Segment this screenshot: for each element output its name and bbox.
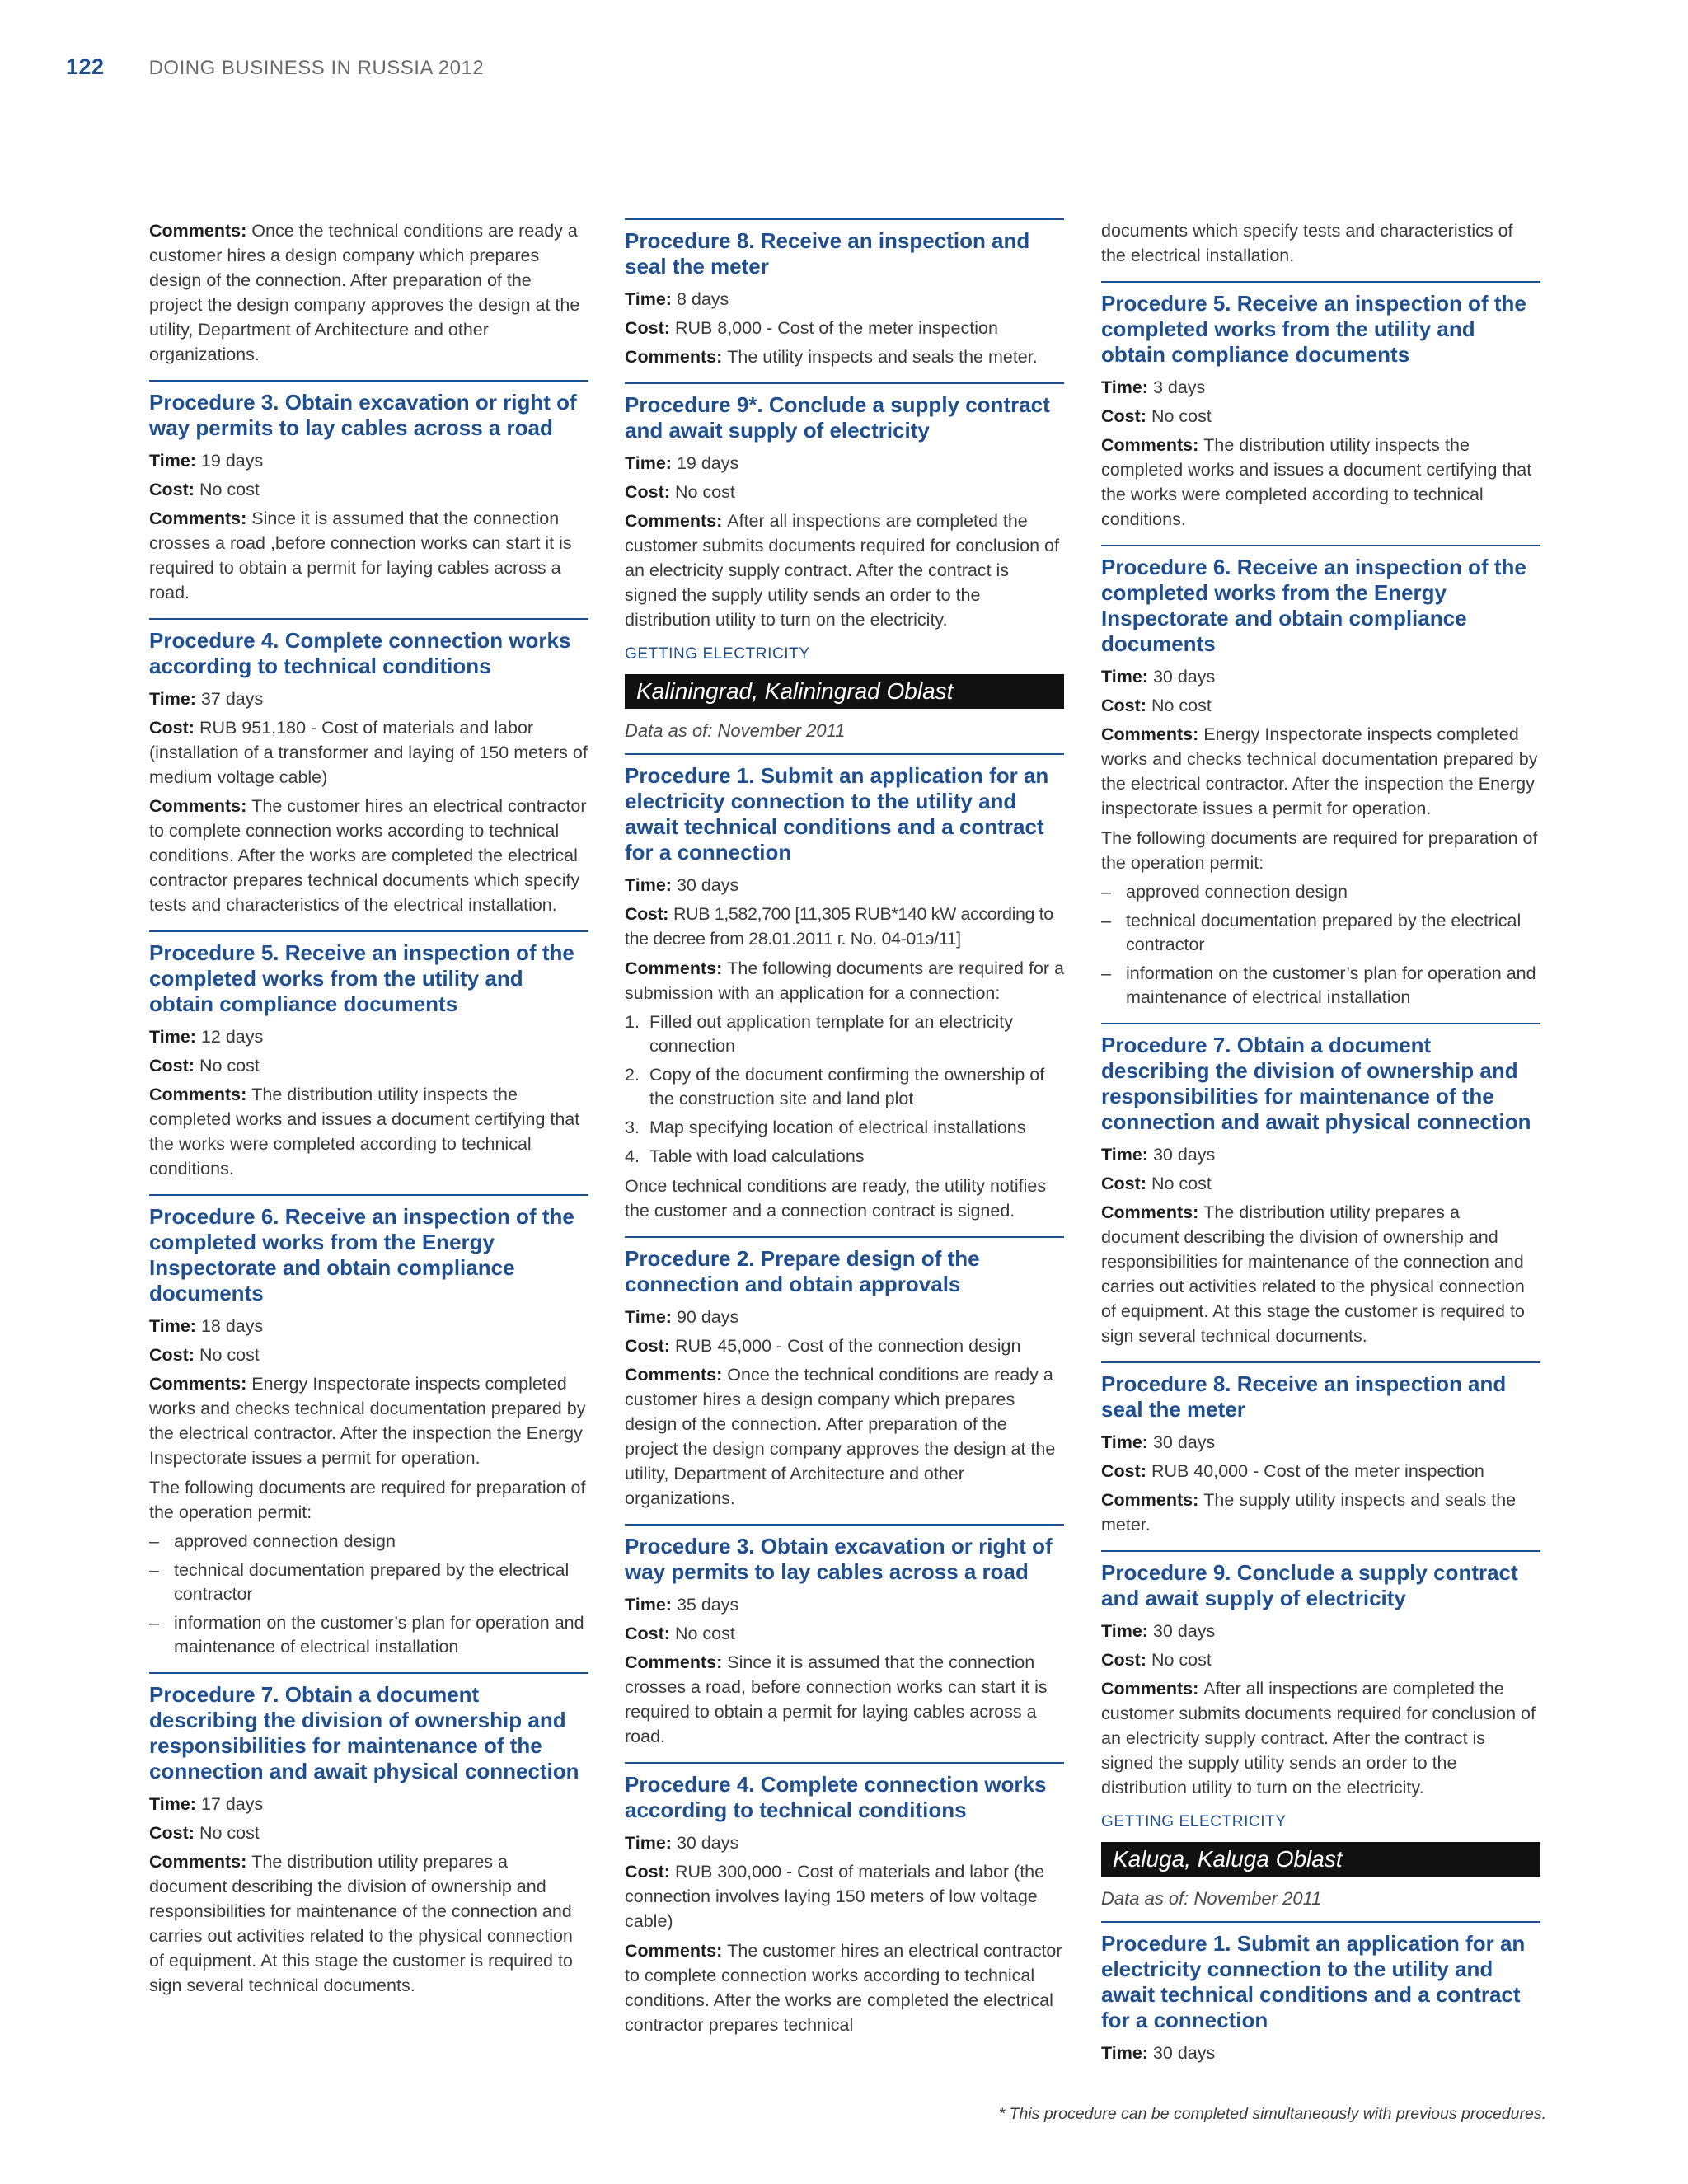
cost-label: Cost:	[1101, 1461, 1146, 1481]
time-label: Time:	[625, 875, 672, 895]
cost-value: RUB 300,000 - Cost of materials and labor (the connection involves laying 150 meters of low voltage cable)	[625, 1862, 1045, 1931]
time-value: 30 days	[1152, 667, 1216, 687]
time-value: 30 days	[676, 875, 739, 895]
comments	[149, 1849, 588, 1998]
time-value: 17 days	[200, 1794, 264, 1814]
procedure-title: Procedure 8. Receive an inspection and seal the meter	[1101, 1371, 1507, 1422]
time-label: Time:	[1101, 1621, 1148, 1641]
procedure-5	[1101, 281, 1540, 532]
procedure-title: Procedure 3. Obtain excavation or right of way permits to lay cables across a road	[625, 1534, 1053, 1584]
procedure-8	[625, 218, 1064, 369]
time-value: 30 days	[1152, 1621, 1216, 1641]
cost-row	[1101, 693, 1540, 718]
city-title-bar: Kaluga, Kaluga Oblast	[1101, 1842, 1540, 1877]
comments	[149, 218, 588, 367]
time-row	[625, 873, 1064, 898]
list-item-text: Table with load calculations	[649, 1146, 865, 1166]
cost-row	[625, 902, 1064, 951]
list-item	[625, 1010, 1064, 1058]
list-item-text: Filled out application template for an electricity connection	[649, 1012, 1013, 1056]
list-item-text: technical documentation prepared by the electrical contractor	[174, 1560, 570, 1604]
comments-label: Comments:	[1101, 435, 1199, 455]
cost-row	[1101, 1459, 1540, 1483]
time-value: 8 days	[676, 289, 729, 309]
comments-label: Comments:	[149, 221, 247, 241]
comments-text: The following documents are required for a submission with an application for a connection:	[625, 958, 1064, 1003]
dash-bullet: –	[149, 1613, 159, 1633]
time-value: 30 days	[1152, 1432, 1216, 1452]
time-label: Time:	[625, 453, 672, 473]
cost-row	[1101, 1647, 1540, 1672]
comments-label: Comments:	[1101, 1202, 1199, 1222]
cost-value: RUB 951,180 - Cost of materials and labor (installation of a transformer and laying of 150 meters of medium voltage cable)	[149, 718, 588, 787]
cost-value: No cost	[199, 480, 260, 499]
cost-row	[149, 477, 588, 502]
comments-label: Comments:	[625, 958, 723, 978]
cost-label: Cost:	[625, 904, 668, 924]
cost-row	[149, 1821, 588, 1845]
time-label: Time:	[625, 289, 672, 309]
comments	[149, 1371, 588, 1470]
data-date: Data as of: November 2011	[625, 720, 846, 741]
comments	[1101, 722, 1540, 821]
procedure-title: Procedure 8. Receive an inspection and seal the meter	[625, 228, 1030, 279]
dash-bullet: –	[149, 1560, 159, 1580]
time-row	[1101, 1142, 1540, 1167]
comments	[625, 509, 1064, 632]
list-item-text: approved connection design	[1126, 882, 1348, 902]
time-value: 12 days	[200, 1027, 264, 1047]
procedure-title: Procedure 4. Complete connection works according to technical conditions	[625, 1772, 1047, 1822]
cost-row	[1101, 404, 1540, 429]
time-row	[1101, 375, 1540, 400]
procedure-6	[149, 1194, 588, 1659]
procedure-4	[149, 618, 588, 917]
comments-text: Energy Inspectorate inspects completed works and checks technical documentation prepared by the electrical contractor. After the inspection the Energy inspectorate issues a permit for operation.	[1101, 724, 1538, 818]
dash-bullet: –	[1101, 911, 1111, 930]
procedure-title: Procedure 7. Obtain a document describing the division of ownership and responsibilities for maintenance of the connection and await physical connection	[1101, 1033, 1531, 1134]
cost-value: No cost	[199, 1823, 260, 1843]
list-item-text: information on the customer’s plan for operation and maintenance of electrical installation	[174, 1613, 584, 1657]
procedure-9	[1101, 1550, 1540, 1800]
procedure-8	[1101, 1361, 1540, 1537]
procedure-title: Procedure 2. Prepare design of the connection and obtain approvals	[625, 1246, 980, 1296]
procedure-3	[149, 380, 588, 605]
cost-label: Cost:	[1101, 1650, 1146, 1670]
cost-value: No cost	[199, 1056, 260, 1076]
cost-label: Cost:	[1101, 696, 1146, 715]
time-label: Time:	[1101, 1432, 1148, 1452]
time-value: 37 days	[200, 689, 264, 709]
time-row	[625, 287, 1064, 312]
cost-value: RUB 45,000 - Cost of the connection design	[674, 1336, 1021, 1356]
time-row	[625, 1830, 1064, 1855]
procedure-title: Procedure 6. Receive an inspection of the completed works from the Energy Inspectorate and obtain compliance documents	[1101, 555, 1526, 656]
comments-label: Comments:	[149, 509, 247, 528]
list-number: 4.	[625, 1146, 640, 1166]
city-section-kaliningrad	[625, 645, 1064, 742]
time-value: 30 days	[676, 1833, 739, 1853]
comments	[625, 344, 1064, 369]
cost-row	[625, 1333, 1064, 1358]
procedure-5	[149, 930, 588, 1181]
time-row	[625, 1592, 1064, 1617]
procedure-title: Procedure 5. Receive an inspection of the completed works from the utility and obtain compliance documents	[149, 940, 574, 1016]
cost-value: No cost	[1151, 406, 1212, 426]
cost-label: Cost:	[149, 1345, 195, 1365]
procedure-title: Procedure 9. Conclude a supply contract and await supply of electricity	[1101, 1560, 1518, 1610]
documents-list	[149, 1530, 588, 1659]
comments-label: Comments:	[149, 1085, 247, 1104]
comments-text: The distribution utility inspects the completed works and issues a document certifying that the works were completed according to technical conditions.	[1101, 435, 1532, 529]
time-label: Time:	[149, 689, 196, 709]
time-label: Time:	[149, 1316, 196, 1336]
procedure-7	[149, 1672, 588, 1998]
cost-value: RUB 1,582,700 [11,305 RUB*140 kW according to the decree from 28.01.2011 г. No. 04-01э/11]	[625, 904, 1053, 949]
cost-label: Cost:	[1101, 406, 1146, 426]
procedure-title: Procedure 1. Submit an application for an electricity connection to the utility and await technical conditions and a contract for a connection	[1101, 1931, 1526, 2032]
comments-text: After all inspections are completed the customer submits documents required for conclusion of an electricity supply contract. After the contract is signed the supply utility sends an order to the distribution utility to turn on the electricity.	[625, 511, 1059, 630]
comments-label: Comments:	[149, 1852, 247, 1872]
list-item	[149, 1611, 588, 1659]
after-note: Once technical conditions are ready, the utility notifies the customer and a connection contract is signed.	[625, 1176, 1047, 1221]
time-row	[149, 687, 588, 711]
list-item-text: technical documentation prepared by the electrical contractor	[1126, 911, 1522, 954]
comments-text: Once the technical conditions are ready a customer hires a design company which prepares design of the connection. After preparation of the project the design company approves the design at the utility, Department of Architecture and other organizations.	[149, 221, 580, 364]
time-row	[149, 1314, 588, 1338]
comments-text: Since it is assumed that the connection crosses a road, before connection works can start it is required to obtain a permit for laying cables across a road.	[625, 1652, 1048, 1746]
list-item	[1101, 909, 1540, 957]
cost-value: No cost	[1151, 1650, 1212, 1670]
city-title-bar: Kaliningrad, Kaliningrad Oblast	[625, 674, 1064, 709]
time-label: Time:	[149, 1027, 196, 1047]
documents-intro: The following documents are required for preparation of the operation permit:	[1101, 828, 1538, 873]
procedure-1	[1101, 1921, 1540, 2065]
comments-label: Comments:	[625, 511, 723, 531]
procedure-title: Procedure 3. Obtain excavation or right of way permits to lay cables across a road	[149, 390, 577, 440]
footnote: * This procedure can be completed simultaneously with previous procedures.	[998, 2105, 1546, 2123]
comments-label: Comments:	[1101, 1490, 1199, 1510]
cost-value: No cost	[1151, 1174, 1212, 1193]
documents-intro: The following documents are required for preparation of the operation permit:	[149, 1478, 586, 1522]
procedure-3	[625, 1524, 1064, 1749]
cost-value: RUB 40,000 - Cost of the meter inspection	[1151, 1461, 1484, 1481]
time-value: 19 days	[676, 453, 739, 473]
cost-label: Cost:	[625, 1862, 670, 1882]
procedure-title: Procedure 4. Complete connection works according to technical conditions	[149, 628, 571, 678]
cost-value: No cost	[1151, 696, 1212, 715]
cost-label: Cost:	[625, 482, 670, 502]
time-label: Time:	[149, 451, 196, 471]
cost-label: Cost:	[149, 1056, 195, 1076]
comments-text: The distribution utility inspects the completed works and issues a document certifying that the works were completed according to technical conditions.	[149, 1085, 580, 1179]
cost-label: Cost:	[625, 318, 670, 338]
time-value: 30 days	[1152, 2043, 1216, 2063]
time-label: Time:	[625, 1595, 672, 1615]
procedure-2	[625, 1236, 1064, 1511]
cost-row	[149, 1053, 588, 1078]
dash-bullet: –	[149, 1531, 159, 1551]
comments-label: Comments:	[625, 1941, 723, 1961]
list-number: 3.	[625, 1118, 640, 1137]
list-item	[1101, 880, 1540, 904]
procedure-7	[1101, 1023, 1540, 1348]
comments-text: After all inspections are completed the customer submits documents required for conclusion of an electricity supply contract. After the contract is signed the supply utility sends an order to the distribution utility to turn on the electricity.	[1101, 1679, 1536, 1797]
cost-value: No cost	[674, 482, 735, 502]
cost-row	[625, 1621, 1064, 1646]
city-section-kaluga	[1101, 1813, 1540, 1910]
comments	[1101, 1488, 1540, 1537]
cost-value: RUB 8,000 - Cost of the meter inspection	[674, 318, 998, 338]
procedure-title: Procedure 9*. Conclude a supply contract and await supply of electricity	[625, 392, 1050, 443]
continued-text: documents which specify tests and characteristics of the electrical installation.	[1101, 221, 1513, 265]
cost-label: Cost:	[1101, 1174, 1146, 1193]
section-kicker: GETTING ELECTRICITY	[1101, 1813, 1287, 1830]
time-row	[1101, 1430, 1540, 1455]
time-row	[625, 1305, 1064, 1329]
list-item-text: information on the customer’s plan for operation and maintenance of electrical installation	[1126, 963, 1536, 1007]
comments-text: The supply utility inspects and seals the meter.	[1101, 1490, 1517, 1535]
time-row	[1101, 664, 1540, 689]
time-value: 35 days	[676, 1595, 739, 1615]
documents-list	[625, 1010, 1064, 1169]
time-row	[149, 1024, 588, 1049]
comments	[625, 1650, 1064, 1749]
comments-text: The customer hires an electrical contractor to complete connection works according to technical conditions. After the works are completed the electrical contractor prepares technical documents which specify tests and characteristics of the electrical installation.	[149, 796, 587, 915]
documents-list	[1101, 880, 1540, 1010]
dash-bullet: –	[1101, 963, 1111, 983]
time-label: Time:	[625, 1833, 672, 1853]
cost-value: No cost	[199, 1345, 260, 1365]
comments-text: The distribution utility prepares a document describing the division of ownership and responsibilities for maintenance of the connection and carries out activities related to the physical connection of equipment. At this stage the customer is required to sign several technical documents.	[149, 1852, 573, 1995]
comments-text: Energy Inspectorate inspects completed works and checks technical documentation prepared by the electrical contractor. After the inspection the Energy Inspectorate issues a permit for operation.	[149, 1374, 586, 1468]
comments-text: Once the technical conditions are ready a customer hires a design company which prepares design of the connection. After preparation of the project the design company approves the design at the utility, Department of Architecture and other organizations.	[625, 1365, 1056, 1508]
page-number: 122	[66, 54, 105, 79]
comments	[1101, 433, 1540, 532]
cost-label: Cost:	[149, 480, 195, 499]
procedure-4	[625, 1762, 1064, 2037]
time-row	[625, 451, 1064, 476]
procedure-1	[625, 753, 1064, 1223]
time-value: 3 days	[1152, 377, 1206, 397]
comments-label: Comments:	[149, 1374, 247, 1394]
cost-label: Cost:	[149, 1823, 195, 1843]
column-2	[625, 218, 1064, 2050]
time-label: Time:	[149, 1794, 196, 1814]
comments-label: Comments:	[1101, 1679, 1199, 1699]
cost-row	[625, 480, 1064, 504]
list-item	[625, 1063, 1064, 1111]
data-date: Data as of: November 2011	[1101, 1888, 1322, 1909]
procedure-9	[625, 382, 1064, 632]
time-label: Time:	[1101, 667, 1148, 687]
dash-bullet: –	[1101, 882, 1111, 902]
cost-label: Cost:	[149, 718, 195, 738]
list-item	[149, 1558, 588, 1606]
list-number: 2.	[625, 1065, 640, 1085]
comments	[625, 1938, 1064, 2037]
list-item	[149, 1530, 588, 1554]
cost-row	[149, 1343, 588, 1367]
procedure-2-continuation	[149, 218, 588, 367]
comments-label: Comments:	[625, 1652, 723, 1672]
comments-text: The utility inspects and seals the meter.	[727, 347, 1038, 367]
time-label: Time:	[1101, 2043, 1148, 2063]
comments-label: Comments:	[625, 1365, 723, 1385]
procedure-title: Procedure 6. Receive an inspection of the completed works from the Energy Inspectorate and obtain compliance documents	[149, 1204, 574, 1305]
comments-text: The distribution utility prepares a document describing the division of ownership and responsibilities for maintenance of the connection and carries out activities related to the physical connection of equipment. At this stage the customer is required to sign several technical documents.	[1101, 1202, 1525, 1346]
page-header	[66, 54, 484, 80]
comments	[149, 1082, 588, 1181]
comments	[625, 956, 1064, 1005]
column-3	[1101, 218, 1540, 2079]
time-value: 30 days	[1152, 1145, 1216, 1165]
time-row	[1101, 1619, 1540, 1643]
comments-text: The customer hires an electrical contractor to complete connection works according to technical conditions. After the works are completed the electrical contractor prepares technical	[625, 1941, 1062, 2035]
cost-label: Cost:	[625, 1624, 670, 1643]
comments	[149, 794, 588, 917]
cost-value: No cost	[674, 1624, 735, 1643]
list-number: 1.	[625, 1012, 640, 1032]
cost-row	[625, 1859, 1064, 1933]
time-label: Time:	[1101, 377, 1148, 397]
procedure-title: Procedure 5. Receive an inspection of the completed works from the utility and obtain compliance documents	[1101, 291, 1526, 367]
time-row	[149, 1792, 588, 1816]
list-item	[625, 1116, 1064, 1140]
time-row	[149, 448, 588, 473]
list-item	[625, 1145, 1064, 1169]
procedure-6	[1101, 545, 1540, 1010]
comments-label: Comments:	[625, 347, 723, 367]
comments	[1101, 1200, 1540, 1348]
procedure-4-continuation	[1101, 218, 1540, 268]
running-title: DOING BUSINESS IN RUSSIA 2012	[148, 57, 485, 79]
list-item-text: Map specifying location of electrical installations	[649, 1118, 1026, 1137]
time-label: Time:	[1101, 1145, 1148, 1165]
comments	[625, 1362, 1064, 1511]
section-kicker: GETTING ELECTRICITY	[625, 645, 810, 663]
time-value: 90 days	[676, 1307, 739, 1327]
column-1	[149, 218, 588, 2011]
comments-label: Comments:	[1101, 724, 1199, 744]
cost-row	[1101, 1171, 1540, 1196]
comments	[1101, 1676, 1540, 1800]
time-label: Time:	[625, 1307, 672, 1327]
list-item	[1101, 962, 1540, 1010]
cost-row	[149, 715, 588, 790]
cost-label: Cost:	[625, 1336, 670, 1356]
time-value: 19 days	[200, 451, 264, 471]
procedure-title: Procedure 1. Submit an application for an electricity connection to the utility and await technical conditions and a contract for a connection	[625, 763, 1049, 865]
list-item-text: approved connection design	[174, 1531, 396, 1551]
comments-label: Comments:	[149, 796, 247, 816]
cost-row	[625, 316, 1064, 340]
time-value: 18 days	[200, 1316, 264, 1336]
list-item-text: Copy of the document confirming the ownership of the construction site and land plot	[649, 1065, 1045, 1108]
time-row	[1101, 2041, 1540, 2065]
procedure-title: Procedure 7. Obtain a document describing the division of ownership and responsibilities for maintenance of the connection and await physical connection	[149, 1682, 579, 1783]
comments	[149, 506, 588, 605]
comments-text: Since it is assumed that the connection crosses a road ,before connection works can start it is required to obtain a permit for laying cables across a road.	[149, 509, 572, 602]
